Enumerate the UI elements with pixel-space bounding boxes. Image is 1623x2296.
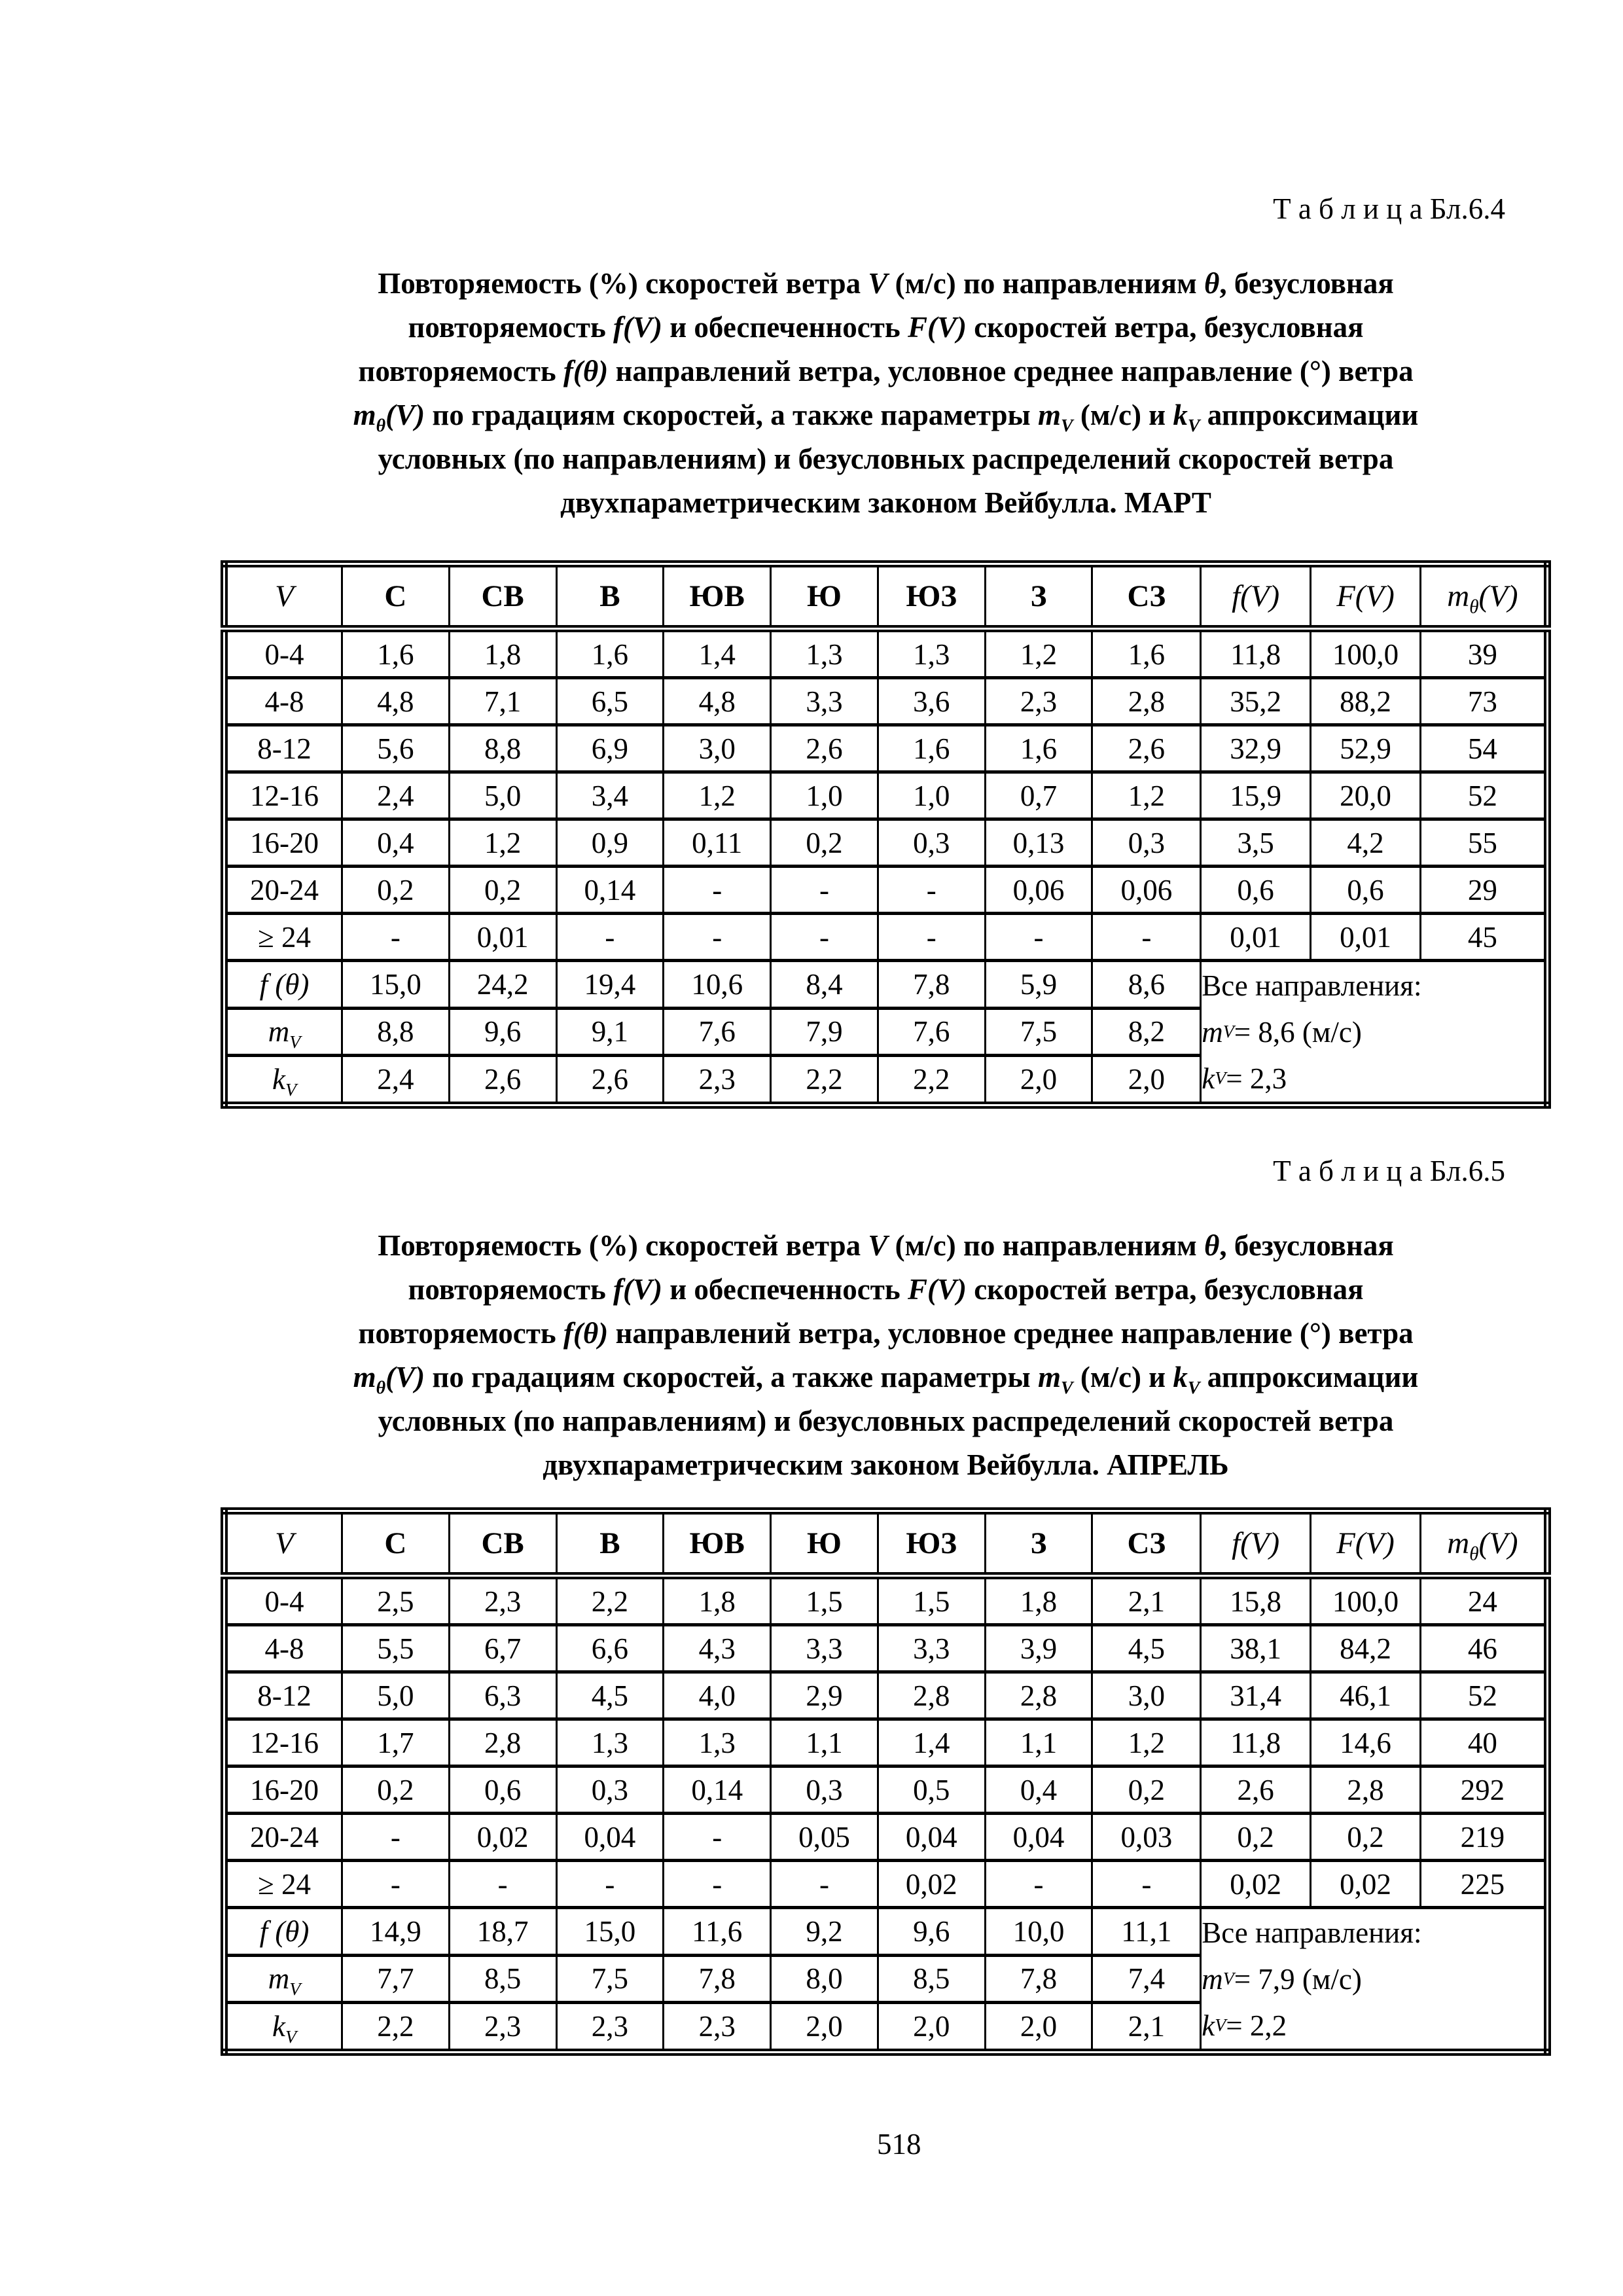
column-header: f(V) [1201, 1511, 1311, 1576]
table-cell: 19,4 [556, 961, 664, 1009]
table-cell: 24,2 [449, 961, 556, 1009]
table-cell: 0,4 [342, 819, 449, 867]
table-cell: 0,2 [449, 867, 556, 914]
table-row [224, 819, 1548, 867]
table-cell: 1,6 [985, 725, 1092, 772]
table-cell: 0,04 [878, 1814, 985, 1861]
table-cell: - [342, 1814, 449, 1861]
table-cell: 3,3 [771, 678, 878, 725]
table-cell: 1,1 [985, 1719, 1092, 1767]
table-cell: 8,5 [449, 1955, 556, 2003]
table-cell: 10,6 [664, 961, 771, 1009]
all-directions-line: Все направления: [1202, 1916, 1422, 1949]
table-row [224, 1672, 1548, 1719]
column-header: F(V) [1311, 1511, 1421, 1576]
table-cell: 0,03 [1092, 1814, 1201, 1861]
table-cell: 15,8 [1201, 1576, 1311, 1625]
row-label: $m_V$ [224, 1008, 342, 1056]
table-row [224, 1625, 1548, 1672]
table-cell: - [664, 1814, 771, 1861]
table-row [224, 678, 1548, 725]
table-cell: 0,14 [556, 867, 664, 914]
table-row [224, 1814, 1548, 1861]
table-cell: 4,3 [664, 1625, 771, 1672]
table-cell: 2,8 [449, 1719, 556, 1767]
row-label: 8-12 [224, 725, 342, 772]
table-cell: 2,1 [1092, 1576, 1201, 1625]
table-cell: 1,1 [771, 1719, 878, 1767]
table-cell: 1,2 [664, 772, 771, 819]
table-cell: 14,6 [1311, 1719, 1421, 1767]
table-cell: 9,6 [878, 1908, 985, 1956]
table-cell: - [985, 914, 1092, 961]
table-row [224, 867, 1548, 914]
title-line: Повторяемость (%) скоростей ветра V (м/с) по направлениям θ, безусловная [378, 1229, 1394, 1262]
row-label: 8-12 [224, 1672, 342, 1719]
table-cell: 3,5 [1201, 819, 1311, 867]
column-header: V [224, 564, 342, 629]
table-cell: - [771, 867, 878, 914]
table-cell: 52 [1420, 772, 1547, 819]
table-cell: 5,6 [342, 725, 449, 772]
table-cell: 40 [1420, 1719, 1547, 1767]
row-label: 0-4 [224, 629, 342, 678]
all-directions-line: m V = 8,6 (м/с) [1202, 1015, 1362, 1049]
table-cell: 7,8 [878, 961, 985, 1009]
table-cell: 6,6 [556, 1625, 664, 1672]
table-cell: - [556, 914, 664, 961]
table-cell: 0,6 [449, 1767, 556, 1814]
row-label: 16-20 [224, 819, 342, 867]
table-cell: - [449, 1861, 556, 1908]
table-cell: 1,0 [771, 772, 878, 819]
column-header: $m_\theta(V)$ [1420, 564, 1547, 629]
table-cell: 7,8 [985, 1955, 1092, 2003]
table-cell: 0,04 [985, 1814, 1092, 1861]
table-cell: 5,0 [449, 772, 556, 819]
column-header: С [342, 1511, 449, 1576]
table-cell: 1,3 [878, 629, 985, 678]
table-cell: 0,6 [1201, 867, 1311, 914]
table-cell: 1,0 [878, 772, 985, 819]
table-cell: 4,5 [1092, 1625, 1201, 1672]
table-cell: 3,3 [771, 1625, 878, 1672]
row-label: $k_V$ [224, 1056, 342, 1105]
table-cell: 2,6 [1092, 725, 1201, 772]
table-cell: 1,6 [878, 725, 985, 772]
table-title-april [221, 1224, 1551, 1487]
table-cell: 0,06 [1092, 867, 1201, 914]
table-cell: 2,4 [342, 1056, 449, 1105]
table-cell: 2,3 [664, 1056, 771, 1105]
table-cell: 1,8 [664, 1576, 771, 1625]
table-cell: 8,5 [878, 1955, 985, 2003]
table-cell: 292 [1420, 1767, 1547, 1814]
title-line: условных (по направлениям) и безусловных распределений скоростей ветра [378, 442, 1394, 475]
table-cell: 0,11 [664, 819, 771, 867]
row-label: 0-4 [224, 1576, 342, 1625]
title-line: повторяемость f(θ) направлений ветра, условное среднее направление (°) ветра [358, 355, 1414, 387]
table-cell: - [771, 914, 878, 961]
table-cell: 24 [1420, 1576, 1547, 1625]
table-april [221, 1507, 1551, 2056]
table-cell: 0,7 [985, 772, 1092, 819]
column-header: С [342, 564, 449, 629]
row-label: 16-20 [224, 1767, 342, 1814]
table-cell: 15,0 [342, 961, 449, 1009]
table-cell: 7,4 [1092, 1955, 1201, 2003]
table-cell: 45 [1420, 914, 1547, 961]
table-cell: 100,0 [1311, 1576, 1421, 1625]
table-row [224, 1861, 1548, 1908]
table-cell: 0,2 [342, 1767, 449, 1814]
column-header: Ю [771, 1511, 878, 1576]
table-cell: 0,06 [985, 867, 1092, 914]
table-cell: - [878, 867, 985, 914]
table-cell: 0,2 [342, 867, 449, 914]
table-march [221, 560, 1551, 1109]
table-cell: 7,6 [878, 1008, 985, 1056]
table-cell: 88,2 [1311, 678, 1421, 725]
table-caption-2: Т а б л и ц а Бл.6.5 [1273, 1155, 1505, 1187]
table-cell: 3,0 [1092, 1672, 1201, 1719]
table-cell: 39 [1420, 629, 1547, 678]
column-header: F(V) [1311, 564, 1421, 629]
table-cell: 0,4 [985, 1767, 1092, 1814]
table-cell: - [1092, 914, 1201, 961]
column-header: СЗ [1092, 564, 1201, 629]
table-cell: 0,02 [449, 1814, 556, 1861]
table-cell: 20,0 [1311, 772, 1421, 819]
table-cell: 2,8 [1092, 678, 1201, 725]
table-cell: 52 [1420, 1672, 1547, 1719]
table-cell: 18,7 [449, 1908, 556, 1956]
page-number: 518 [877, 2128, 921, 2161]
table-cell: 6,3 [449, 1672, 556, 1719]
header-row [224, 564, 1548, 629]
title-line: повторяемость f(V) и обеспеченность F(V) скоростей ветра, безусловная [408, 1273, 1364, 1306]
table-cell: 0,3 [1092, 819, 1201, 867]
all-directions-line: k V = 2,2 [1202, 2009, 1287, 2042]
table-cell: 7,8 [664, 1955, 771, 2003]
column-header: СВ [449, 1511, 556, 1576]
column-header: В [556, 1511, 664, 1576]
table-cell: 3,0 [664, 725, 771, 772]
table-cell: 0,9 [556, 819, 664, 867]
column-header: З [985, 1511, 1092, 1576]
table-cell: - [985, 1861, 1092, 1908]
table-cell: 4,5 [556, 1672, 664, 1719]
table-cell: 0,2 [1201, 1814, 1311, 1861]
table-cell: 5,5 [342, 1625, 449, 1672]
all-directions-cell [1201, 961, 1548, 1105]
table-row [224, 725, 1548, 772]
table-cell: 32,9 [1201, 725, 1311, 772]
column-header: ЮЗ [878, 1511, 985, 1576]
table-cell: 11,8 [1201, 1719, 1311, 1767]
column-header: СВ [449, 564, 556, 629]
table-row [224, 1576, 1548, 1625]
table-cell: 0,3 [556, 1767, 664, 1814]
row-label: ≥ 24 [224, 1861, 342, 1908]
table-cell: 46 [1420, 1625, 1547, 1672]
table-cell: 0,5 [878, 1767, 985, 1814]
table-cell: 54 [1420, 725, 1547, 772]
table-cell: 1,6 [556, 629, 664, 678]
table-cell: 29 [1420, 867, 1547, 914]
table-cell: 100,0 [1311, 629, 1421, 678]
title-line: повторяемость f(V) и обеспеченность F(V) скоростей ветра, безусловная [408, 311, 1364, 344]
table-cell: 1,2 [1092, 1719, 1201, 1767]
table-cell: 2,5 [342, 1576, 449, 1625]
table-cell: 0,3 [878, 819, 985, 867]
table-cell: 7,5 [985, 1008, 1092, 1056]
table-cell: 35,2 [1201, 678, 1311, 725]
column-header: ЮВ [664, 564, 771, 629]
table-cell: 9,1 [556, 1008, 664, 1056]
column-header: ЮЗ [878, 564, 985, 629]
table-cell: 0,2 [1311, 1814, 1421, 1861]
table-cell: 8,8 [342, 1008, 449, 1056]
table-cell: 38,1 [1201, 1625, 1311, 1672]
table-cell: 5,0 [342, 1672, 449, 1719]
table-cell: 11,8 [1201, 629, 1311, 678]
table-cell: 1,3 [556, 1719, 664, 1767]
table-cell: 225 [1420, 1861, 1547, 1908]
table-cell: 0,14 [664, 1767, 771, 1814]
table-cell: 0,05 [771, 1814, 878, 1861]
table-cell: 0,01 [1201, 914, 1311, 961]
table-cell: 15,0 [556, 1908, 664, 1956]
table-cell: - [342, 914, 449, 961]
table-cell: 2,3 [449, 1576, 556, 1625]
table-cell: 6,5 [556, 678, 664, 725]
table-cell: - [1092, 1861, 1201, 1908]
table-cell: 2,1 [1092, 2003, 1201, 2053]
table-cell: 0,01 [449, 914, 556, 961]
table-cell: 2,6 [449, 1056, 556, 1105]
table-cell: 0,2 [1092, 1767, 1201, 1814]
column-header: З [985, 564, 1092, 629]
table-cell: 1,8 [449, 629, 556, 678]
table-cell: 2,9 [771, 1672, 878, 1719]
table-cell: 10,0 [985, 1908, 1092, 1956]
table-cell: 1,2 [449, 819, 556, 867]
table-cell: 7,6 [664, 1008, 771, 1056]
table-cell: - [556, 1861, 664, 1908]
column-header: Ю [771, 564, 878, 629]
table-cell: 2,2 [771, 1056, 878, 1105]
table-cell: 1,4 [664, 629, 771, 678]
table-cell: 1,7 [342, 1719, 449, 1767]
table-cell: 2,2 [556, 1576, 664, 1625]
table-cell: 7,1 [449, 678, 556, 725]
table-cell: 31,4 [1201, 1672, 1311, 1719]
table-cell: 2,6 [771, 725, 878, 772]
title-line: условных (по направлениям) и безусловных распределений скоростей ветра [378, 1405, 1394, 1437]
table-cell: 2,0 [878, 2003, 985, 2053]
table-cell: 2,2 [342, 2003, 449, 2053]
table-cell: 2,4 [342, 772, 449, 819]
table-row [224, 914, 1548, 961]
table-cell: 2,0 [985, 2003, 1092, 2053]
table-cell: - [771, 1861, 878, 1908]
column-header: СЗ [1092, 1511, 1201, 1576]
table-cell: 8,6 [1092, 961, 1201, 1009]
table-cell: 6,9 [556, 725, 664, 772]
table-cell: 1,6 [1092, 629, 1201, 678]
table-cell: 1,4 [878, 1719, 985, 1767]
table-cell: 1,8 [985, 1576, 1092, 1625]
table-cell: - [664, 1861, 771, 1908]
table-cell: 14,9 [342, 1908, 449, 1956]
header-row [224, 1511, 1548, 1576]
table-cell: 2,0 [771, 2003, 878, 2053]
table-cell: 0,02 [1201, 1861, 1311, 1908]
table-row [224, 1767, 1548, 1814]
table-cell: 9,6 [449, 1008, 556, 1056]
row-label: ≥ 24 [224, 914, 342, 961]
table-cell: 7,9 [771, 1008, 878, 1056]
row-label: $m_V$ [224, 1955, 342, 2003]
table-cell: 1,3 [664, 1719, 771, 1767]
table-cell: 84,2 [1311, 1625, 1421, 1672]
table-row [224, 629, 1548, 678]
table-cell: 9,2 [771, 1908, 878, 1956]
table-row [224, 772, 1548, 819]
table-cell: 8,8 [449, 725, 556, 772]
row-label: 12-16 [224, 1719, 342, 1767]
table-cell: 2,3 [556, 2003, 664, 2053]
table-cell: 0,2 [771, 819, 878, 867]
row-label: $k_V$ [224, 2003, 342, 2053]
table-cell: 2,8 [985, 1672, 1092, 1719]
table-cell: - [664, 867, 771, 914]
table-cell: 2,3 [985, 678, 1092, 725]
table-cell: 2,2 [878, 1056, 985, 1105]
table-cell: 1,6 [342, 629, 449, 678]
table-cell: 4,2 [1311, 819, 1421, 867]
row-label: 4-8 [224, 1625, 342, 1672]
table-cell: 3,3 [878, 1625, 985, 1672]
table-cell: - [664, 914, 771, 961]
table-cell: 2,0 [1092, 1056, 1201, 1105]
title-line: двухпараметрическим законом Вейбулла. МАРТ [560, 486, 1211, 519]
table-cell: 46,1 [1311, 1672, 1421, 1719]
table-cell: 2,8 [1311, 1767, 1421, 1814]
title-line: $m_\theta(V)$ по градациям скоростей, а также параметры $m_V$ (м/с) и $k_V$ аппроксимации [353, 399, 1419, 436]
table-cell: 0,01 [1311, 914, 1421, 961]
table-cell: 7,7 [342, 1955, 449, 2003]
all-directions-cell [1201, 1908, 1548, 2053]
table-cell: - [342, 1861, 449, 1908]
table-cell: 55 [1420, 819, 1547, 867]
table-cell: 2,3 [664, 2003, 771, 2053]
table-cell: 3,9 [985, 1625, 1092, 1672]
all-directions-line: k V = 2,3 [1202, 1062, 1287, 1095]
table-cell: 73 [1420, 678, 1547, 725]
table-cell: 11,6 [664, 1908, 771, 1956]
table-cell: 4,8 [664, 678, 771, 725]
table-cell: 2,0 [985, 1056, 1092, 1105]
table-cell: 0,02 [878, 1861, 985, 1908]
table-cell: 8,4 [771, 961, 878, 1009]
table-row [224, 1908, 1548, 1956]
table-cell: 4,8 [342, 678, 449, 725]
all-directions-line: m V = 7,9 (м/с) [1202, 1962, 1362, 1996]
table-title-march [221, 262, 1551, 525]
title-line: $m_\theta(V)$ по градациям скоростей, а также параметры $m_V$ (м/с) и $k_V$ аппроксимации [353, 1361, 1419, 1398]
table-cell: 8,2 [1092, 1008, 1201, 1056]
table-cell: 1,5 [771, 1576, 878, 1625]
table-cell: 4,0 [664, 1672, 771, 1719]
table-cell: - [878, 914, 985, 961]
row-label: 4-8 [224, 678, 342, 725]
table-cell: 5,9 [985, 961, 1092, 1009]
table-row [224, 1719, 1548, 1767]
table-cell: 8,0 [771, 1955, 878, 2003]
table-cell: 1,3 [771, 629, 878, 678]
column-header: В [556, 564, 664, 629]
table-cell: 0,02 [1311, 1861, 1421, 1908]
table-cell: 15,9 [1201, 772, 1311, 819]
column-header: f(V) [1201, 564, 1311, 629]
table-cell: 0,13 [985, 819, 1092, 867]
table-cell: 11,1 [1092, 1908, 1201, 1956]
table-cell: 1,2 [985, 629, 1092, 678]
row-label: 20-24 [224, 1814, 342, 1861]
column-header: $m_\theta(V)$ [1420, 1511, 1547, 1576]
table-cell: 6,7 [449, 1625, 556, 1672]
title-line: Повторяемость (%) скоростей ветра V (м/с) по направлениям θ, безусловная [378, 267, 1394, 300]
table-cell: 219 [1420, 1814, 1547, 1861]
table-cell: 7,5 [556, 1955, 664, 2003]
column-header: V [224, 1511, 342, 1576]
title-line: повторяемость f(θ) направлений ветра, условное среднее направление (°) ветра [358, 1317, 1414, 1350]
table-cell: 3,6 [878, 678, 985, 725]
row-label: 20-24 [224, 867, 342, 914]
table-cell: 2,3 [449, 2003, 556, 2053]
table-cell: 0,3 [771, 1767, 878, 1814]
column-header: ЮВ [664, 1511, 771, 1576]
row-label: f (θ) [224, 961, 342, 1009]
all-directions-line: Все направления: [1202, 969, 1422, 1002]
table-cell: 1,2 [1092, 772, 1201, 819]
table-cell: 2,6 [1201, 1767, 1311, 1814]
table-cell: 3,4 [556, 772, 664, 819]
table-row [224, 961, 1548, 1009]
title-line: двухпараметрическим законом Вейбулла. АПРЕЛЬ [543, 1448, 1229, 1481]
table-cell: 0,6 [1311, 867, 1421, 914]
row-label: 12-16 [224, 772, 342, 819]
table-cell: 1,5 [878, 1576, 985, 1625]
table-cell: 2,6 [556, 1056, 664, 1105]
table-cell: 52,9 [1311, 725, 1421, 772]
table-cell: 0,04 [556, 1814, 664, 1861]
row-label: f (θ) [224, 1908, 342, 1956]
table-cell: 2,8 [878, 1672, 985, 1719]
table-caption-1: Т а б л и ц а Бл.6.4 [1273, 192, 1505, 225]
